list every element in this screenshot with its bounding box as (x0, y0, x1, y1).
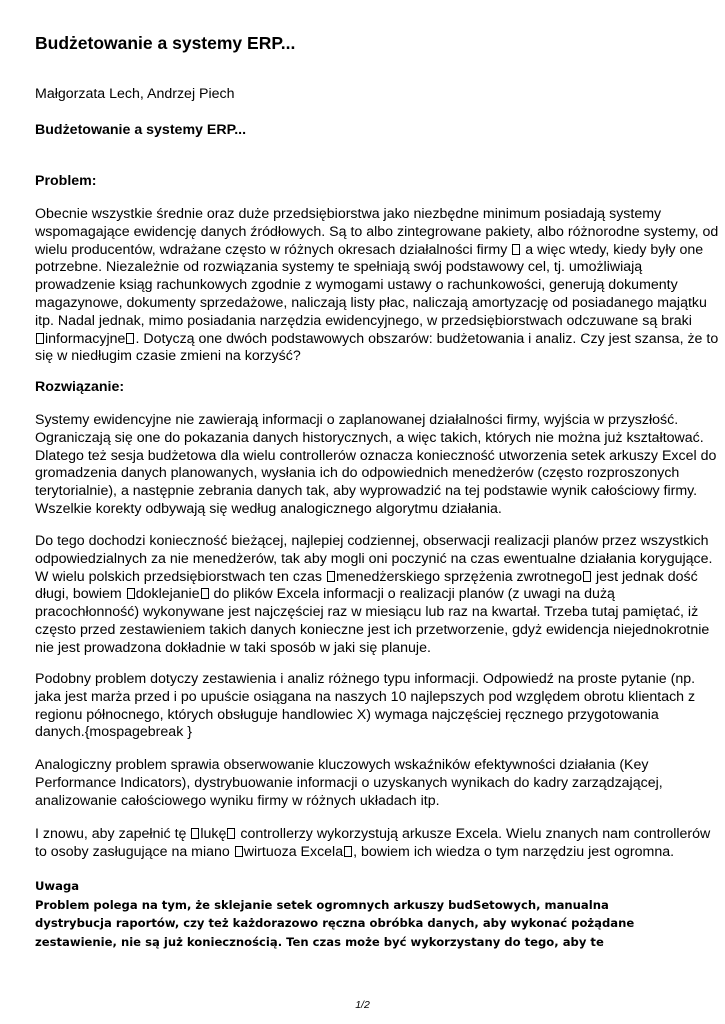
missing-glyph-box (227, 828, 235, 839)
missing-glyph-box (36, 333, 44, 344)
solution-paragraph-1 (35, 412, 717, 519)
note-line: zestawienie, nie są już koniecznością. Ten czas może być wykorzystany do tego, aby te (35, 934, 604, 949)
text-line: informacyjne . Dotyczą one dwóch podstawowych obszarów: budżetowania i analiz. Czy jest szansa, że to (35, 331, 700, 349)
note-line: Problem polega na tym, że sklejanie setek ogromnych arkuszy budSetowych, manualna (35, 897, 609, 912)
text-line: Podobny problem dotyczy zestawienia i analiz różnego typu informacji. Odpowiedź na proste pytanie (np. (35, 671, 696, 687)
text-line: odpowiedzialnych za nie menedżerów, tak aby mogli oni poczynić na czas ewentualne działania korygujące. (35, 550, 713, 567)
text-line: Ograniczają się one do pokazania danych historycznych, a więc takich, których nie można już kształtować. (35, 429, 704, 446)
text-line: prowadzenie ksiąg rachunkowych zgodnie z wymogami ustawy o rachunkowości, generują dokumenty (35, 277, 678, 294)
solution-paragraph-2 (35, 533, 713, 658)
document-subtitle: Budżetowanie a systemy ERP... (35, 122, 247, 138)
text-line: Wszelkie korekty odbywają się według analogicznego algorytmu działania. (35, 500, 502, 517)
missing-glyph-box (201, 588, 209, 599)
text-line: regionu północnego, których obsługuje handlowiec X) wymaga najczęściej ręcznego przygotowania (35, 706, 659, 723)
problem-paragraph (35, 206, 719, 366)
text-line: Dlatego też sesja budżetowa dla wielu controllerów oznacza konieczność utworzenia setek arkuszy Excel do (35, 447, 717, 464)
note-block (35, 877, 700, 951)
text-line: I znowu, aby zapełnić tę lukę controllerzy wykorzystują arkusze Excela. Wielu znanych nam controllerów (35, 826, 711, 842)
text-line: W wielu polskich przedsiębiorstwach ten czas menedżerskiego sprzężenia zwrotnego jest jednak dość (35, 568, 698, 585)
missing-glyph-box (512, 244, 520, 255)
missing-glyph-box (327, 571, 335, 582)
text-line: nie jest prowadzona dokładnie w taki sposób w jaki się planuje. (35, 639, 431, 656)
missing-glyph-box (583, 571, 591, 582)
text-line: to osoby zasługujące na miano wirtuoza Excela , bowiem ich wiedza o tym narzędziu jest ogromna. (35, 843, 675, 860)
text-line: danych.{mospagebreak } (35, 724, 192, 741)
text-line: często przed zestawieniem takich danych konieczne jest ich przetworzenie, gdyż ewidencja niejednokrotnie (35, 621, 710, 638)
text-line: długi, bowiem doklejanie do plików Excela informacji o realizacji planów (z uwagi na dużą (35, 586, 615, 603)
text-line: Do tego dochodzi konieczność bieżącej, najlepiej codziennej, obserwacji realizacji planów przez wszystkich (35, 533, 709, 549)
document-title: Budżetowanie a systemy ERP... (35, 33, 296, 53)
note-line: dystrybucja raportów, czy też każdorazowo ręczna obróbka danych, aby wykonać pożądane (35, 916, 635, 931)
missing-glyph-box (235, 846, 243, 857)
missing-glyph-box (191, 828, 199, 839)
text-line: pracochłonność) wykonywane jest najczęściej raz w miesiącu lub raz na kwartał. Trzeba tutaj pamiętać, iż (35, 604, 699, 621)
note-heading: Uwaga (35, 879, 80, 893)
text-line: wspomagające ewidencję danych źródłowych. Są to albo zintegrowane pakiety, albo różnorodne systemy, od (35, 223, 719, 240)
authors: Małgorzata Lech, Andrzej Piech (35, 86, 235, 102)
text-line: terytorialnie), a następnie zebrania danych tak, aby wyprowadzić na tej podstawie wynik całościowy firmy. (35, 483, 698, 500)
solution-paragraph-3 (35, 671, 700, 742)
text-line: wielu producentów, wdrażane często w różnych okresach działalności firmy a więc wtedy, kiedy były one (35, 241, 704, 258)
text-line: Obecnie wszystkie średnie oraz duże przedsiębiorstwa jako niezbędne minimum posiadają systemy (35, 206, 662, 222)
missing-glyph-box (126, 333, 134, 344)
text-line: Systemy ewidencyjne nie zawierają informacji o zaplanowanej działalności firmy, wyjścia w przyszłość. (35, 412, 679, 428)
text-line: Performance Indicators), dystrybuowanie informacji o uzyskanych wynikach do kadry zarządzającej, (35, 774, 663, 791)
text-line: potrzebne. Niezależnie od rozwiązania systemy te spełniają swój podstawowy cel, tj. umożliwiają (35, 259, 643, 276)
text-line: gromadzenia danych planowanych, wysłania ich do odpowiednich menedżerów (często rozproszonych (35, 465, 680, 482)
text-line: jaka jest marża przed i po upuście osiągana na naszych 10 najlepszych pod względem obrotu klientach z (35, 688, 696, 705)
missing-glyph-box (344, 846, 352, 857)
text-line: itp. Nadal jednak, mimo posiadania narzędzia ewidencyjnego, w przedsiębiorstwach odczuwane są braki (35, 312, 692, 329)
text-line: Analogiczny problem sprawia obserwowanie kluczowych wskaźników efektywności działania (Key (35, 757, 649, 773)
problem-heading: Problem: (35, 173, 97, 189)
text-line: się w niedługim czasie zmieni na korzyść? (35, 348, 301, 365)
text-line: magazynowe, dokumenty sprzedażowe, naliczają listy płac, naliczają amortyzację od posiadanego majątku (35, 294, 707, 311)
text-line: analizowanie całościowego wyniku firmy w różnych układach itp. (35, 792, 440, 809)
solution-paragraph-4 (35, 757, 700, 810)
solution-heading: Rozwiązanie: (35, 379, 125, 395)
missing-glyph-box (127, 588, 135, 599)
solution-paragraph-5 (35, 826, 711, 862)
page-number: 1/2 (355, 999, 370, 1011)
